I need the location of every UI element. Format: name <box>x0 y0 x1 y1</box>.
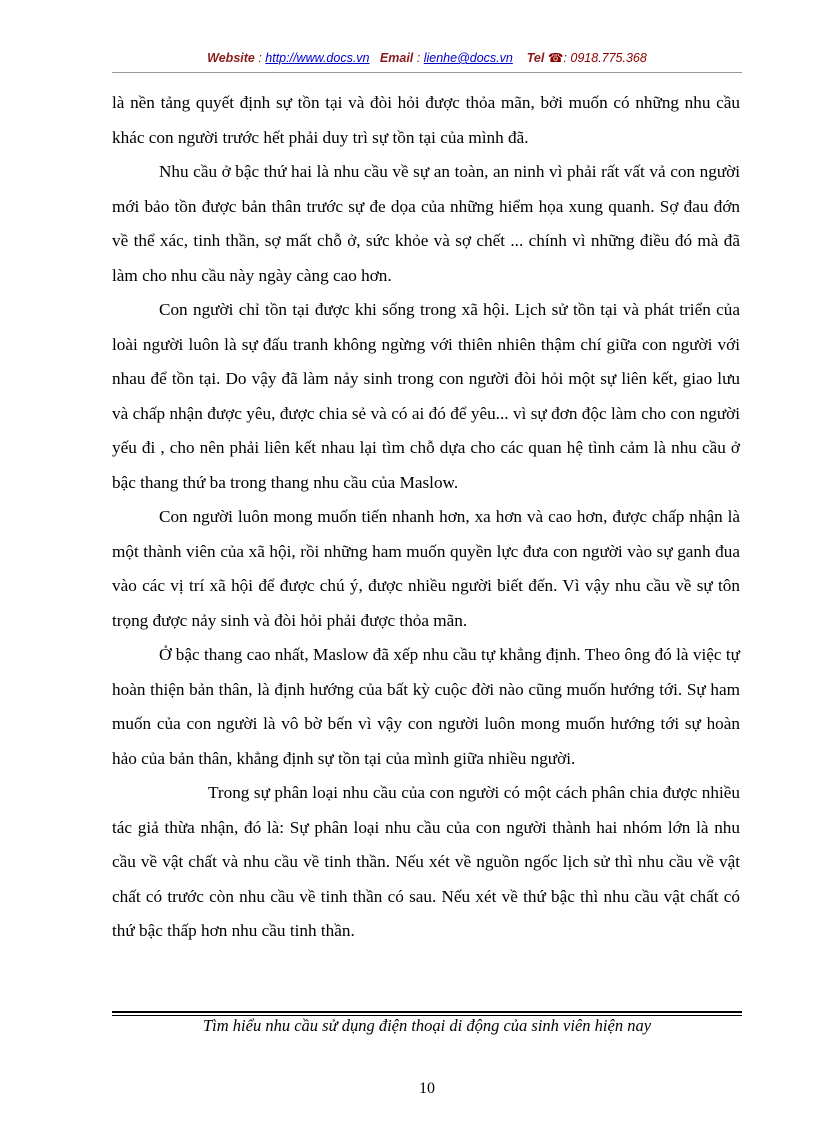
website-link[interactable]: http://www.docs.vn <box>265 51 370 65</box>
paragraph-5: Ở bậc thang cao nhất, Maslow đã xếp nhu cầu tự khẳng định. Theo ông đó là việc tự hoàn thiện bản thân, là định hướng của bất kỳ cuộc đời nào cũng muốn hướng tới. Sự ham muốn của con người là vô bờ bến vì vậy con người luôn mong muốn hướng tới sự hoàn hảo của bản thân, khẳng định sự tồn tại của mình giữa nhiều người. <box>112 645 740 768</box>
paragraph-6: Trong sự phân loại nhu cầu của con người có một cách phân chia được nhiều tác giả thừa nhận, đó là: Sự phân loại nhu cầu của con người thành hai nhóm lớn là nhu cầu về vật chất và nhu cầu về tinh thần. Nếu xét về nguồn ngốc lịch sử thì nhu cầu về vật chất có trước còn nhu cầu về tinh thần có sau. Nếu xét về thứ bậc thì nhu cầu vật chất có thứ bậc thấp hơn nhu cầu tinh thần. <box>112 783 740 940</box>
page-header <box>112 50 742 72</box>
paragraph-1: là nền tảng quyết định sự tồn tại và đòi hỏi được thỏa mãn, bởi muốn có những nhu cầu khác con người trước hết phải duy trì sự tồn tại của mình đã. <box>112 93 740 147</box>
paragraph-3: Con người chỉ tồn tại được khi sống trong xã hội. Lịch sử tồn tại và phát triển của loài người luôn là sự đấu tranh không ngừng với thiên nhiên thậm chí giữa con người với nhau để tồn tại. Do vậy đã làm nảy sinh trong con người đòi hỏi một sự liên kết, giao lưu và chấp nhận được yêu, được chia sẻ và có ai đó để yêu... vì sự đơn độc làm cho con người yếu đi , cho nên phải liên kết nhau lại tìm chỗ dựa cho các quan hệ tình cảm là nhu cầu ở bậc thang thứ ba trong thang nhu cầu của Maslow. <box>112 300 740 492</box>
header-divider <box>112 72 742 73</box>
footer-title: Tìm hiểu nhu cầu sử dụng điện thoại di động của sinh viên hiện nay <box>202 1016 652 1035</box>
website-separator: : <box>254 51 266 65</box>
website-label: Website <box>207 51 255 65</box>
paragraph-2: Nhu cầu ở bậc thứ hai là nhu cầu về sự an toàn, an ninh vì phải rất vất vả con người mới bảo tồn được bản thân trước sự đe dọa của những hiểm họa xung quanh. Sợ đau đớn về thể xác, tinh thần, sợ mất chỗ ở, sức khỏe và sợ chết ... chính vì những điều đó mà đã làm cho nhu cầu này ngày càng cao hơn. <box>112 162 740 285</box>
tel-value: : 0918.775.368 <box>563 51 647 65</box>
email-link[interactable]: lienhe@docs.vn <box>423 51 513 65</box>
email-separator: : <box>413 51 424 65</box>
email-label: Email <box>379 51 414 65</box>
footer-divider-thick <box>112 1011 742 1013</box>
phone-icon: ☎ <box>547 51 564 65</box>
paragraph-4: Con người luôn mong muốn tiến nhanh hơn, xa hơn và cao hơn, được chấp nhận là một thành viên của xã hội, rồi những ham muốn quyền lực đưa con người vào sự ganh đua vào các vị trí xã hội để được chú ý, được nhiều người biết đến. Vì vậy nhu cầu về sự tôn trọng được nảy sinh và đòi hỏi phải được thỏa mãn. <box>112 507 740 630</box>
page-number: 10 <box>419 1080 435 1097</box>
document-body <box>112 86 740 949</box>
tel-label: Tel <box>526 51 545 65</box>
